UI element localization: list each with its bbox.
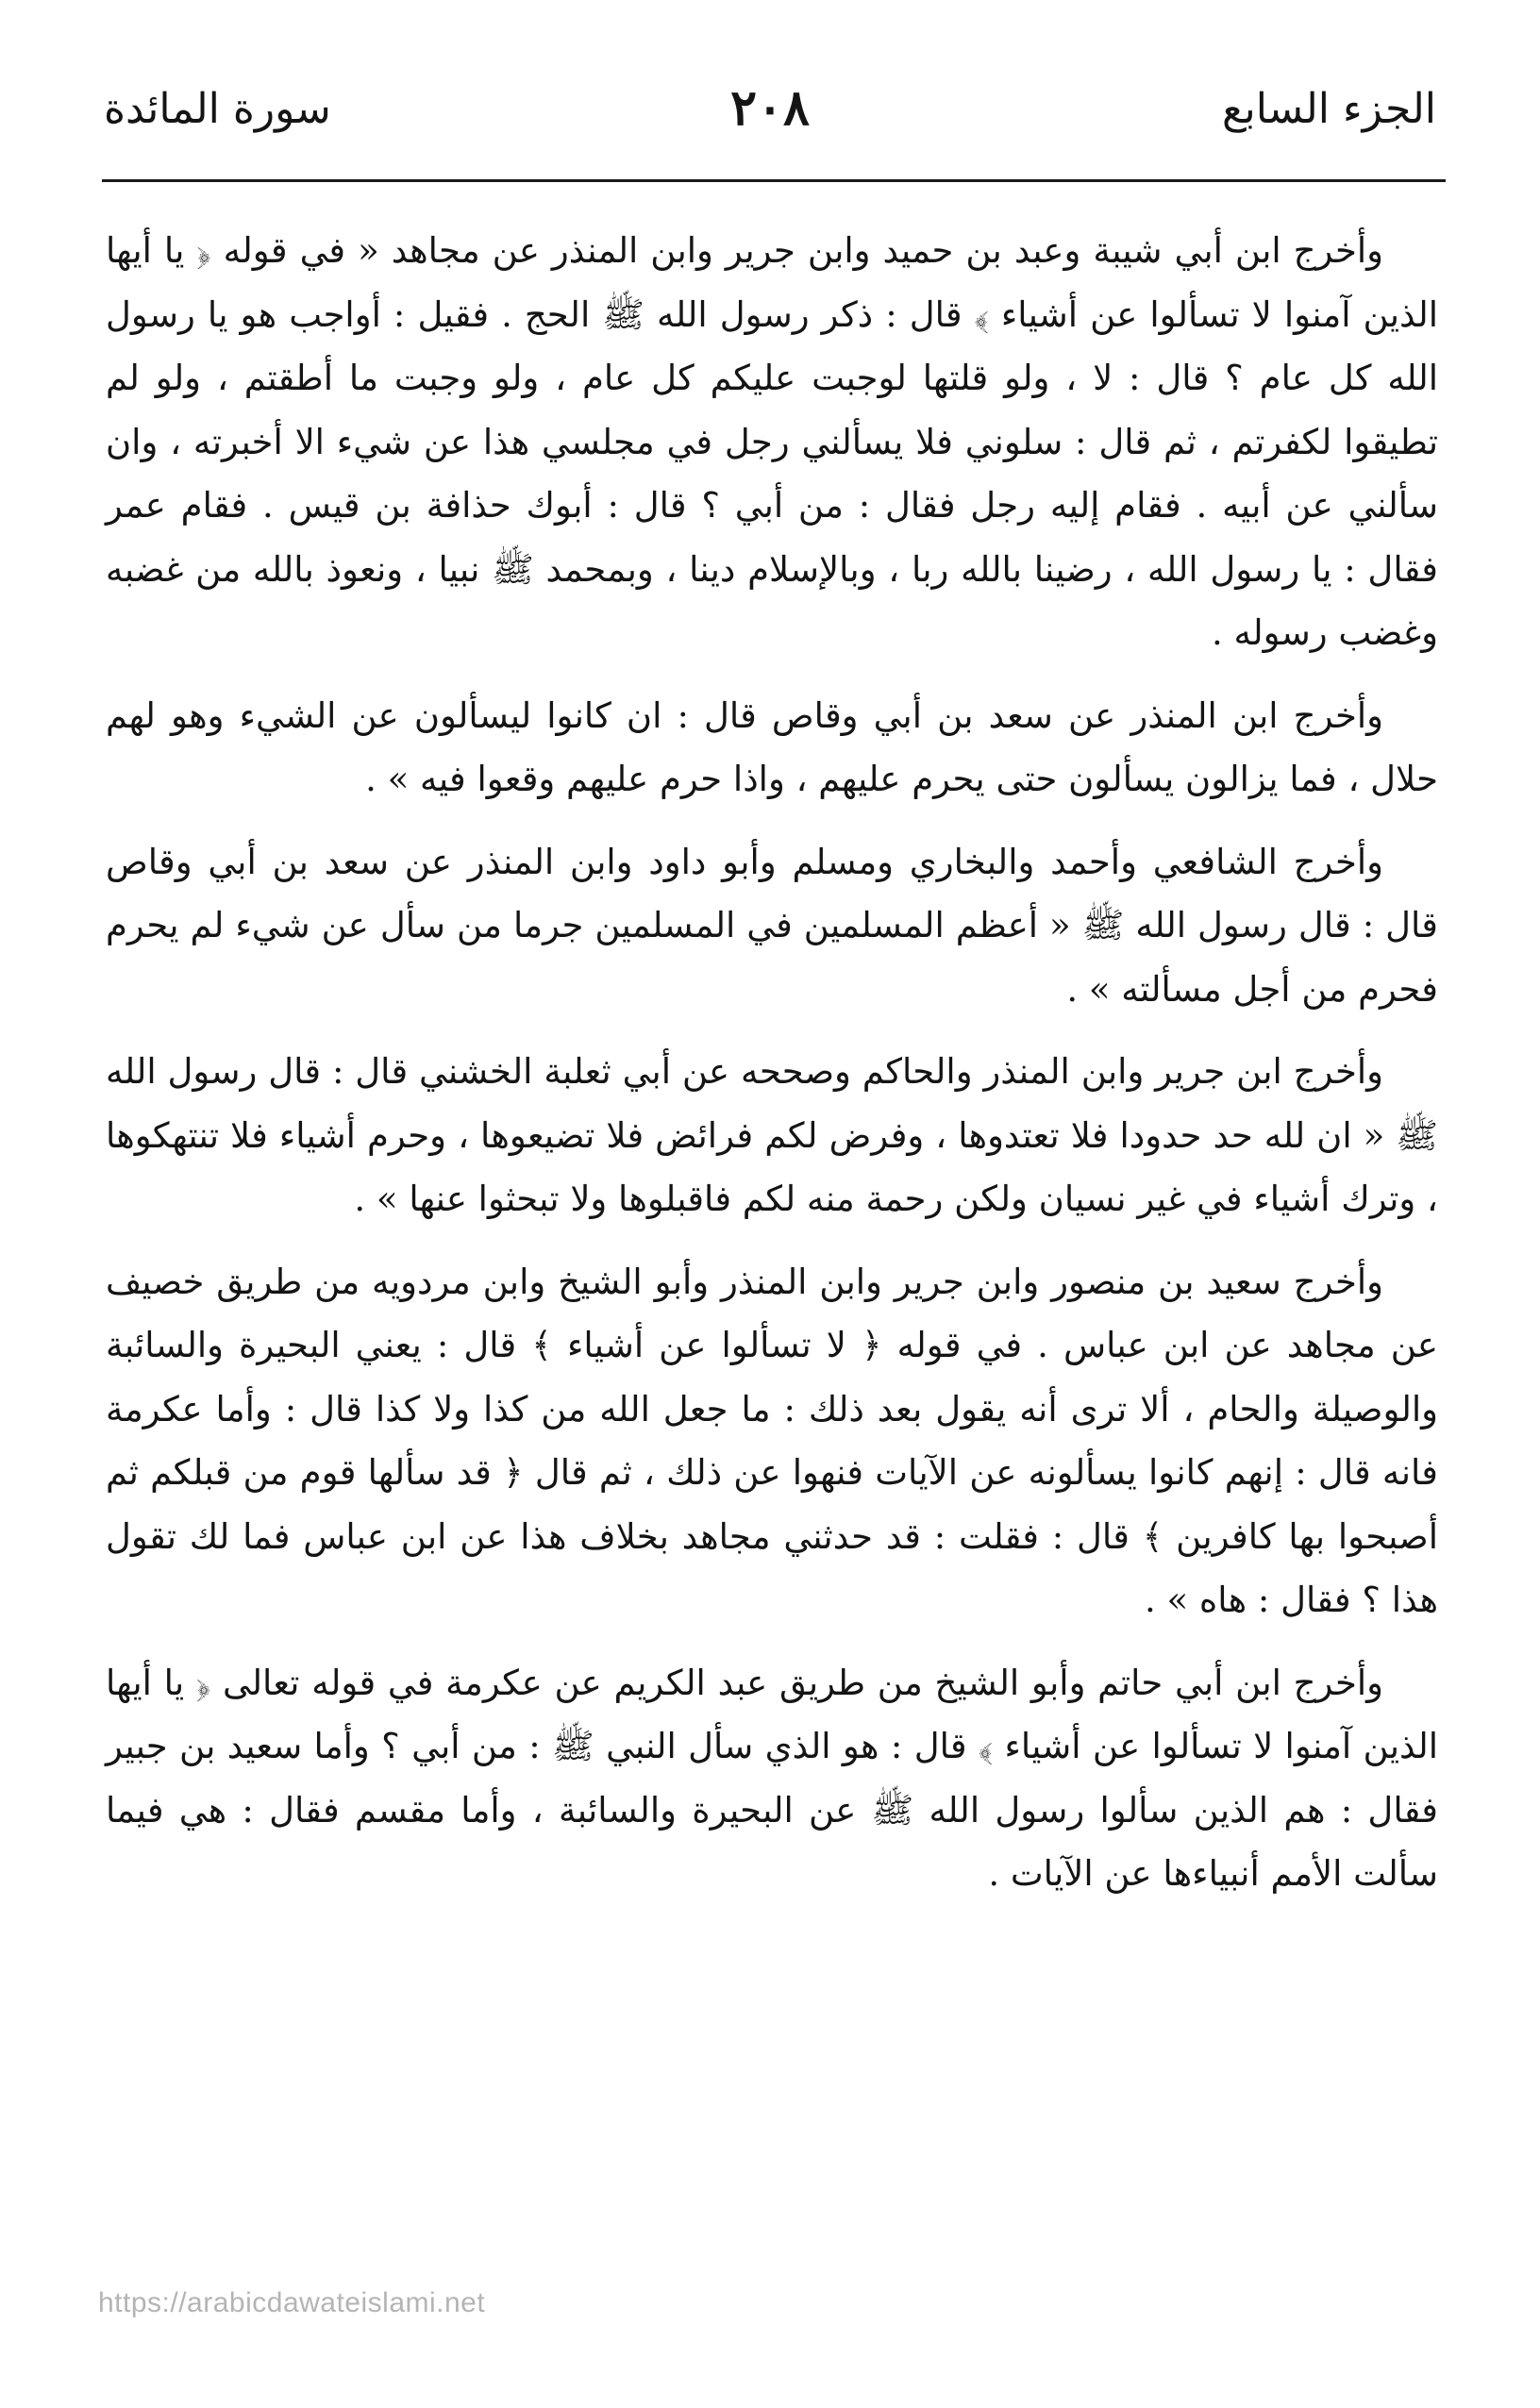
header-rule bbox=[102, 179, 1446, 182]
paragraph-6: وأخرج ابن أبي حاتم وأبو الشيخ من طريق عبد الكريم عن عكرمة في قوله تعالى ﴿ يا أيها الذين آمنوا لا تسألوا عن أشياء ﴾ قال : هو الذي سأل النبي ﷺ : من أبي ؟ وأما سعيد بن جبير فقال : هم الذين سألوا رسول الله ﷺ عن البحيرة والسائبة ، وأما مقسم فقال : هي فيما سألت الأمم أنبياءها عن الآيات . bbox=[106, 1662, 1438, 1894]
page-number: ٢٠٨ bbox=[730, 79, 810, 137]
paragraph-2: وأخرج ابن المنذر عن سعد بن أبي وقاص قال : ان كانوا ليسألون عن الشيء وهو لهم حلال ، فما يزالون يسألون حتى يحرم عليهم ، واذا حرم عليهم وقعوا فيه » . bbox=[106, 694, 1438, 799]
part-title: الجزء السابع bbox=[1222, 85, 1436, 133]
paragraph-5: وأخرج سعيد بن منصور وابن جرير وابن المنذر وأبو الشيخ وابن مردويه من طريق خصيف عن مجاهد عن ابن عباس . في قوله ﴿ لا تسألوا عن أشياء ﴾ قال : يعني البحيرة والسائبة والوصيلة والحام ، ألا ترى أنه يقول بعد ذلك : ما جعل الله من كذا ولا كذا قال : وأما عكرمة فانه قال : إنهم كانوا يسألونه عن الآيات فنهوا عن ذلك ، ثم قال ﴿ قد سألها قوم من قبلكم ثم أصبحوا بها كافرين ﴾ قال : فقلت : قد حدثني مجاهد بخلاف هذا عن ابن عباس فما لك تقول هذا ؟ فقال : هاه » . bbox=[106, 1261, 1438, 1620]
paragraph-1: وأخرج ابن أبي شيبة وعبد بن حميد وابن جرير وابن المنذر عن مجاهد « في قوله ﴿ يا أيها الذين آمنوا لا تسألوا عن أشياء ﴾ قال : ذكر رسول الله ﷺ الحج . فقيل : أواجب هو يا رسول الله كل عام ؟ قال : لا ، ولو قلتها لوجبت عليكم كل عام ، ولو وجبت ما أطقتم ، ولو لم تطيقوا لكفرتم ، ثم قال : سلوني فلا يسألني رجل في مجلسي هذا عن شيء الا أخبرته ، وان سألني عن أبيه . فقام إليه رجل فقال : من أبي ؟ قال : أبوك حذافة بن قيس . فقام عمر فقال : يا رسول الله ، رضينا بالله ربا ، وبالإسلام دينا ، وبمحمد ﷺ نبيا ، ونعوذ بالله من غضبه وغضب رسوله . bbox=[106, 230, 1439, 653]
watermark-url: https://arabicdawateislami.net bbox=[98, 2287, 486, 2318]
page-header bbox=[104, 79, 1436, 160]
page-body bbox=[106, 219, 1438, 1925]
paragraph-3: وأخرج الشافعي وأحمد والبخاري ومسلم وأبو داود وابن المنذر عن سعد بن أبي وقاص قال : قال رسول الله ﷺ « أعظم المسلمين في المسلمين جرما من سأل عن شيء لم يحرم فحرم من أجل مسألته » . bbox=[106, 841, 1438, 1010]
surah-title: سورة المائدة bbox=[104, 85, 331, 133]
paragraph-4: وأخرج ابن جرير وابن المنذر والحاكم وصححه عن أبي ثعلبة الخشني قال : قال رسول الله ﷺ « ان لله حد حدودا فلا تعتدوها ، وفرض لكم فرائض فلا تضيعوها ، وحرم أشياء فلا تنتهكوها ، وترك أشياء في غير نسيان ولكن رحمة منه لكم فاقبلوها ولا تبحثوا عنها » . bbox=[106, 1051, 1438, 1219]
